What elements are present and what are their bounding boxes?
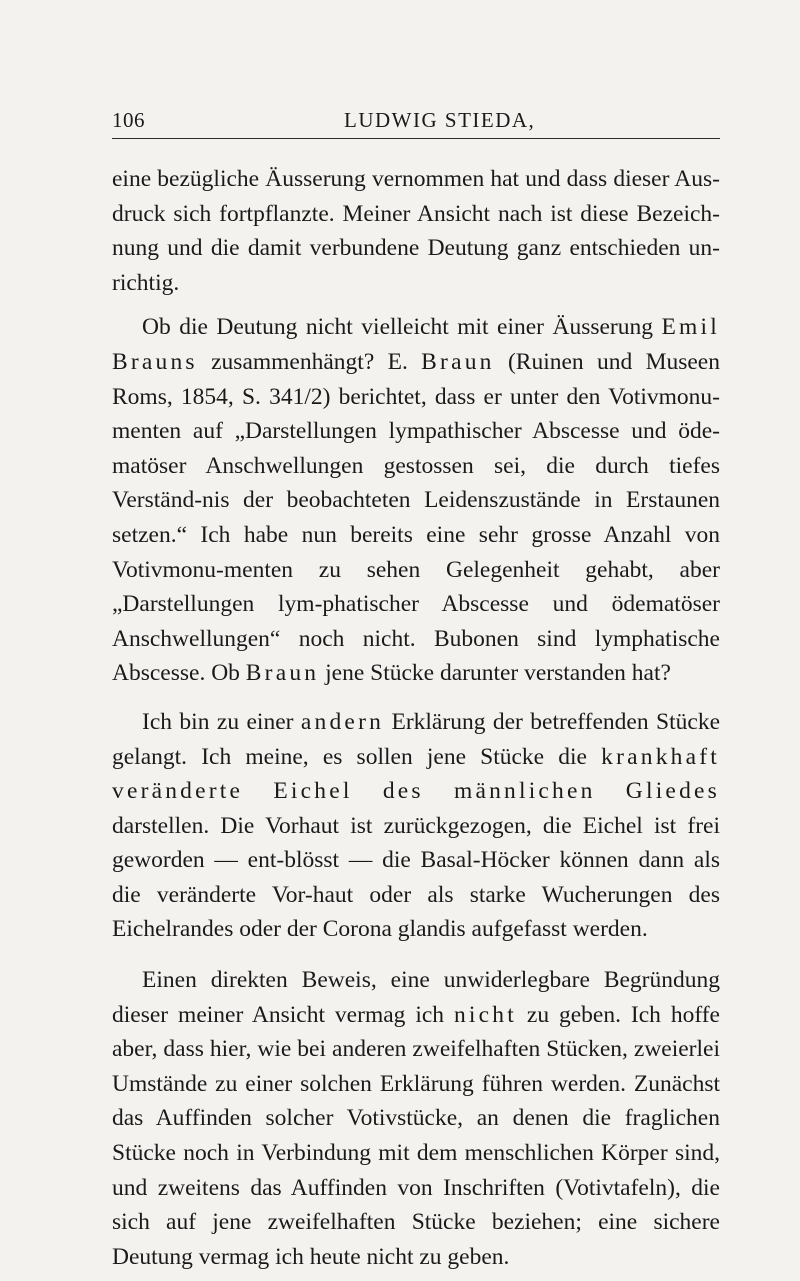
- paragraph-2-text-c: zusammenhängt? E.: [197, 348, 422, 375]
- paragraph-2-text-a: Ob die Deutung nicht vielleicht mit einer Äusserung: [142, 314, 662, 341]
- paragraph-1-text: eine bezügliche Äusserung vernommen hat und dass dieser Aus-druck sich fortpflanzte. Meiner Ansicht nach ist diese Bezeich-nung und die damit verbundene Deutung ganz entschieden un-richtig.: [112, 166, 720, 296]
- paragraph-1: [112, 162, 720, 300]
- spaced-name-emil-brauns: Emil Brauns: [112, 314, 720, 375]
- spaced-phrase-eichel: krankhaft veränderte Eichel des männlichen Gliedes: [112, 743, 720, 805]
- paragraph-3-text-e: darstellen. Die Vorhaut ist zurückgezogen, die Eichel ist frei geworden — ent-blösst — die Basal-Höcker können dann als die veränderte Vor-haut oder als starke Wucherungen des Eichelrandes oder der Corona glandis aufgefasst werden.: [112, 812, 720, 943]
- paragraph-2-text-e: (Ruinen und Museen Roms, 1854, S. 341/2) berichtet, dass er unter den Votivmonu-menten auf „Darstellungen lympathischer Abscesse und öde-matöser Anschwellungen gestossen sei, die durch tiefes Verständ-nis der beobachteten Leidenszustände in Erstaunen setzen.“ Ich habe nun bereits eine sehr grosse Anzahl von Votivmonu-menten zu sehen Gelegenheit gehabt, aber „Darstellungen lym-phatischer Abscesse und ödematöser Anschwellungen“ noch nicht. Bubonen sind lymphatische Abscesse. Ob: [112, 348, 720, 687]
- paragraph-2-text-g: jene Stücke darunter verstanden hat?: [319, 660, 671, 687]
- paragraph-4-text-a: Einen direkten Beweis, eine unwiderlegbare Begründung dieser meiner Ansicht vermag ich: [112, 967, 720, 1028]
- page-header: [112, 108, 720, 139]
- running-head: LUDWIG STIEDA,: [344, 108, 536, 132]
- paragraph-4: [112, 963, 720, 1274]
- paragraph-2: [112, 310, 720, 691]
- spaced-word-nicht: nicht: [453, 1001, 517, 1028]
- spaced-name-braun-2: Braun: [245, 660, 320, 687]
- paragraph-4-text-c: zu geben. Ich hoffe aber, dass hier, wie bei anderen zweifelhaften Stücken, zweierlei Umstände zu einer solchen Erklärung führen werden. Zunächst das Auffinden solcher Votivstücke, an denen die fraglichen Stücke noch in Verbindung mit dem menschlichen Körper sind, und zweitens das Auffinden von Inschriften (Votivtafeln), die sich auf jene zweifelhaften Stücke beziehen; eine sichere Deutung vermag ich heute nicht zu geben.: [112, 1001, 720, 1270]
- paragraph-3-text-a: Ich bin zu einer: [142, 708, 301, 735]
- paragraph-3: [112, 705, 720, 947]
- page-number: 106: [112, 108, 145, 132]
- spaced-word-andern: andern: [300, 708, 385, 735]
- body-text: [112, 162, 720, 1274]
- spaced-name-braun: Braun: [421, 348, 495, 375]
- paragraph-3-text-c: Erklärung der betreffenden Stücke gelangt. Ich meine, es sollen jene Stücke die: [112, 708, 720, 770]
